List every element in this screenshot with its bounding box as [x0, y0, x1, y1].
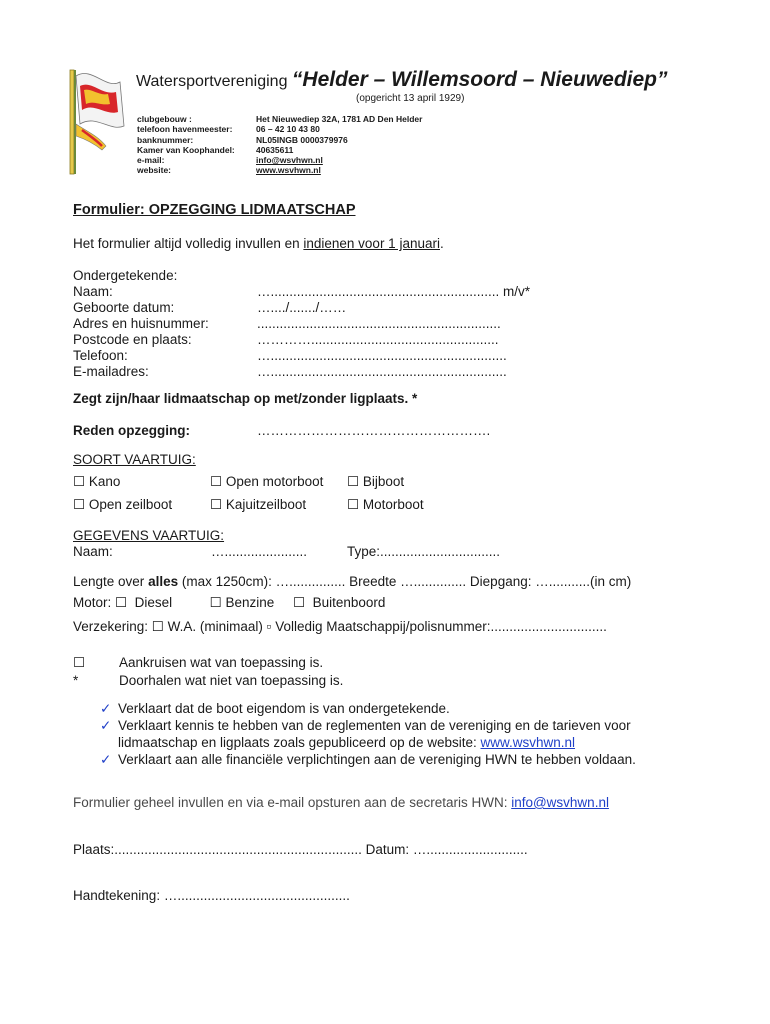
website-link[interactable]: www.wsvhwn.nl — [256, 165, 321, 176]
postcode-field[interactable]: ………….................................................. — [257, 332, 499, 347]
submit-instruction — [73, 795, 609, 810]
cancel-statement: Zegt zijn/haar lidmaatschap op met/zonder ligplaats. * — [73, 391, 418, 406]
legend-asterisk-symbol: * — [73, 673, 79, 688]
length-prefix: Lengte over — [73, 574, 149, 589]
form-heading: Formulier: OPZEGGING LIDMAATSCHAP — [73, 202, 356, 218]
checkmark-icon: ✓ — [100, 718, 112, 733]
info-label: Kamer van Koophandel: — [137, 144, 235, 155]
declaration-item — [100, 718, 636, 735]
checkbox-open-zeilboot[interactable]: ☐ Open zeilboot — [73, 497, 173, 512]
contact-labels — [137, 114, 235, 176]
checkmark-icon: ✓ — [100, 701, 112, 716]
field-row — [0, 332, 770, 348]
legend-checkbox-text: Aankruisen wat van toepassing is. — [119, 655, 324, 670]
reason-label: Reden opzegging: — [73, 423, 190, 438]
submit-text: Formulier geheel invullen en via e-mail opsturen aan de secretaris HWN: — [73, 795, 512, 810]
field-label: Naam: — [73, 284, 113, 299]
checkbox-bijboot[interactable]: ☐ Bijboot — [347, 474, 405, 489]
field-row — [0, 364, 770, 380]
declaration-text: lidmaatschap en ligplaats zoals gepubliceerd op de website: — [118, 735, 481, 750]
field-row — [0, 316, 770, 332]
club-name: “Helder – Willemsoord – Nieuwediep” — [291, 68, 668, 91]
undersigned-label: Ondergetekende: — [73, 268, 178, 283]
club-logo-flag — [62, 66, 134, 176]
insurance-options[interactable]: Verzekering: ☐ W.A. (minimaal) ▫ Volledig Maatschappij/polisnummer:............................... — [73, 619, 607, 634]
website-link[interactable]: www.wsvhwn.nl — [480, 735, 576, 750]
length-suffix: (max 1250cm): …............... Breedte ….............. Diepgang: …...........(in cm) — [178, 574, 632, 589]
signature-line[interactable]: Handtekening: ….............................................. — [73, 888, 350, 903]
declaration-text: Verklaart kennis te hebben van de reglementen van de vereniging en de tarieven voor — [118, 718, 631, 733]
declaration-text: Verklaart aan alle financiële verplichtingen aan de vereniging HWN te hebben voldaan. — [118, 752, 636, 767]
vessel-type-heading: SOORT VAARTUIG: — [73, 452, 196, 467]
info-label: banknummer: — [137, 134, 194, 145]
length-bold: alles — [148, 574, 179, 589]
vessel-name-label: Naam: — [73, 544, 113, 559]
field-row — [0, 284, 770, 300]
legend-checkbox-symbol: ☐ — [73, 655, 86, 670]
motor-options[interactable]: Motor: ☐ Diesel ☐ Benzine ☐ Buitenboord — [73, 595, 386, 610]
intro-prefix: Het formulier altijd volledig invullen en — [73, 236, 304, 251]
checkbox-motorboot[interactable]: ☐ Motorboot — [347, 497, 424, 512]
checkbox-open-motorboot[interactable]: ☐ Open motorboot — [210, 474, 324, 489]
name-field[interactable]: …............................................................. m/v* — [257, 284, 531, 299]
vessel-data-heading: GEGEVENS VAARTUIG: — [73, 528, 225, 543]
info-label: clubgebouw : — [137, 114, 192, 124]
address-field[interactable]: ................................................................. — [257, 316, 501, 331]
field-row — [0, 348, 770, 364]
checkbox-kajuitzeilboot[interactable]: ☐ Kajuitzeilboot — [210, 497, 307, 512]
legend-asterisk-text: Doorhalen wat niet van toepassing is. — [119, 673, 344, 688]
vessel-type-field[interactable]: Type:................................ — [347, 544, 501, 559]
info-label: telefoon havenmeester: — [137, 124, 233, 135]
dimensions-line[interactable] — [73, 574, 631, 589]
declaration-item — [100, 701, 636, 718]
submit-email-link[interactable]: info@wsvhwn.nl — [511, 795, 609, 810]
title-prefix: Watersportvereniging — [136, 73, 292, 90]
place-date-line[interactable]: Plaats:.................................................................. Datum: …........................... — [73, 842, 528, 857]
intro-deadline: indienen voor 1 januari — [303, 236, 440, 251]
field-label: Postcode en plaats: — [73, 332, 192, 347]
field-label: Telefoon: — [73, 348, 128, 363]
info-label: e-mail: — [137, 155, 165, 166]
info-label: website: — [137, 165, 172, 176]
intro-text — [73, 236, 444, 251]
contact-values — [256, 114, 422, 176]
phone-value: 06 – 42 10 43 80 — [256, 124, 320, 135]
birthdate-field[interactable]: …..../......./…… — [257, 300, 347, 315]
vessel-name-field[interactable]: …...................... — [211, 544, 308, 559]
field-row — [0, 300, 770, 316]
founded-date: (opgericht 13 april 1929) — [356, 93, 465, 104]
field-label: E-mailadres: — [73, 364, 149, 379]
checkmark-icon: ✓ — [100, 752, 112, 767]
declaration-text: Verklaart dat de boot eigendom is van ondergetekende. — [118, 701, 450, 716]
field-label: Adres en huisnummer: — [73, 316, 209, 331]
phone-field[interactable]: …............................................................... — [257, 348, 507, 363]
intro-suffix: . — [439, 236, 444, 251]
address-value: Het Nieuwediep 32A, 1781 AD Den Helder — [256, 114, 423, 124]
checkbox-kano[interactable]: ☐ Kano — [73, 474, 121, 489]
email-link[interactable]: info@wsvhwn.nl — [256, 155, 323, 166]
reason-field[interactable]: ……………………………………………. — [257, 423, 491, 438]
kvk-value: 40635611 — [256, 144, 294, 155]
field-label: Geboorte datum: — [73, 300, 175, 315]
declaration-continuation — [100, 735, 636, 752]
declaration-item — [100, 752, 636, 769]
club-title — [136, 68, 668, 92]
email-field[interactable]: …............................................................... — [257, 364, 507, 379]
bank-value: NL05INGB 0000379976 — [256, 134, 348, 145]
